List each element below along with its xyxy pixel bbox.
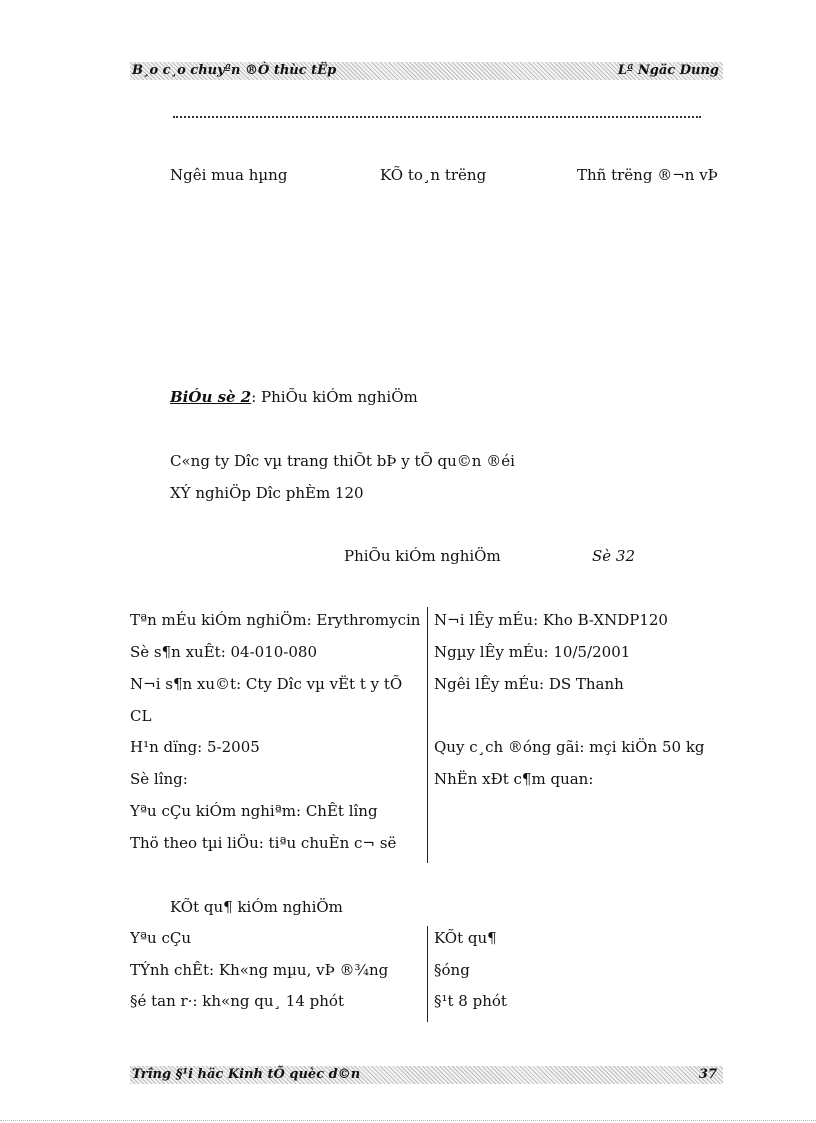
sampling-place: N¬i lÊy mÉu: Kho B-XNDP120 [434,611,668,629]
production-number: Sè s¶n xuÊt: 04-010-080 [130,643,317,661]
result-dissolution: §é tan r·: kh«ng qu¸ 14 phót [130,992,344,1010]
result-property-value: §óng [434,961,470,979]
results-heading: KÕt qu¶ kiÓm nghiÖm [170,898,343,916]
enterprise-name: XÝ nghiÖp Dîc phÈm 120 [170,484,364,502]
results-col-result: KÕt qu¶ [434,929,497,947]
sampler: Ngêi lÊy mÉu: DS Thanh [434,675,624,693]
manufacturer: N¬i s¶n xu©t: Cty Dîc vµ vËt t y tÕ [130,675,403,693]
packaging-spec: Quy c¸ch ®óng gãi: mçi kiÖn 50 kg [434,738,705,756]
dotted-line [173,106,701,118]
test-requirement: Yªu cÇu kiÓm nghiªm: ChÊt lîng [130,802,378,820]
figure-label: BiÓu sè 2 [170,388,252,406]
test-standard: Thö theo tµi liÖu: tiªu chuÈn c¬ së [130,834,397,852]
header-left-text: B¸o c¸o chuyªn ®Ò thùc tËp [132,63,337,78]
signature-accountant: KÕ to¸n trëng [380,166,487,184]
manufacturer-cont: CL [130,707,152,725]
info-table-divider [427,607,428,863]
page-bottom-border [0,1120,816,1121]
signature-head: Thñ trëng ®¬n vÞ [577,166,718,184]
result-dissolution-value: §¹t 8 phót [434,992,507,1010]
results-col-requirement: Yªu cÇu [130,929,191,947]
page-number: 37 [698,1067,717,1082]
figure-separator: : [251,388,257,406]
expiry-date: H¹n dïng: 5-2005 [130,738,260,756]
company-name: C«ng ty Dîc vµ trang thiÕt bÞ y tÕ qu©n ®éi [170,452,515,470]
sample-name: Tªn mÉu kiÓm nghiÖm: Erythromycin [130,611,421,629]
signature-buyer: Ngêi mua hµng [170,166,288,184]
results-table-divider [427,926,428,1022]
result-property: TÝnh chÊt: Kh«ng mµu, vÞ ®¾ng [130,961,389,979]
page-footer [130,1066,723,1084]
figure-caption [170,388,418,406]
sampling-date: Ngµy lÊy mÉu: 10/5/2001 [434,643,631,661]
figure-title: PhiÕu kiÓm nghiÖm [256,388,418,406]
quantity: Sè lîng: [130,770,188,788]
slip-title: PhiÕu kiÓm nghiÖm [344,547,501,565]
sensory-remark: NhËn xÐt c¶m quan: [434,770,594,788]
footer-left-text: Trîng §¹i häc Kinh tÕ quèc d©n [132,1067,361,1082]
page-header [130,62,723,80]
header-right-text: Lª Ngäc Dung [617,63,719,78]
slip-number: Sè 32 [592,547,636,565]
